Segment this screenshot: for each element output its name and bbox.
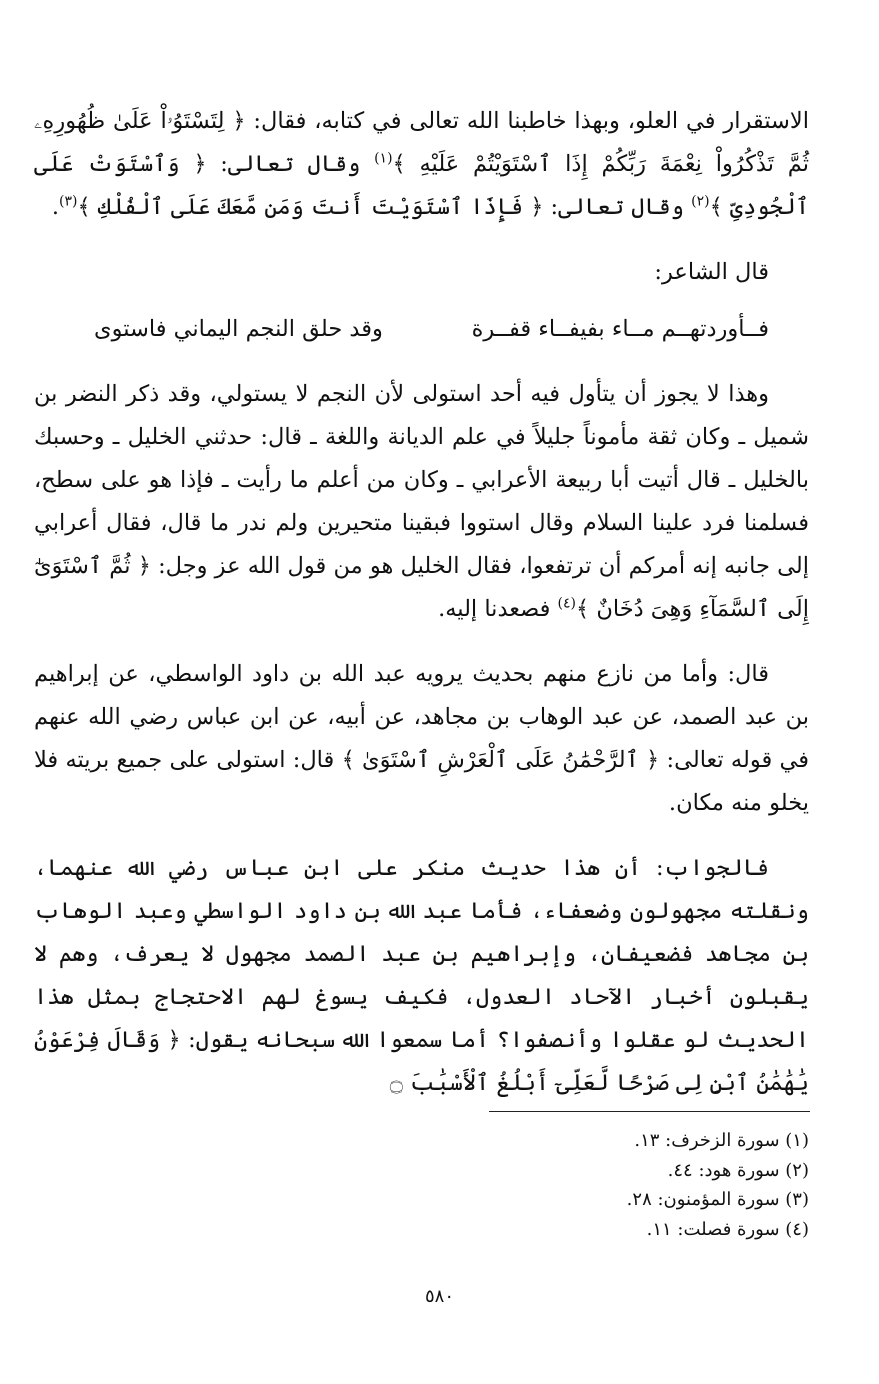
text-run: وقال تعالى: [206, 151, 375, 177]
footnote-ref: (٢) [691, 193, 710, 210]
quran-verse: ﴿ ثُمَّ ٱسْتَوَىٰٓ إِلَى ٱلسَّمَآءِ وَهِىَ دُخَانٌ ﴾ [34, 553, 809, 622]
footnote-ref: (١) [374, 150, 393, 167]
paragraph-4 [34, 847, 809, 1105]
text-run: فالجواب: أن هذا حديث منكر على ابن عباس رضي الله عنهما، ونقلته مجهولون وضعفاء، فأما عبد الله بن داود الواسطي وعبد الوهاب بن مجاهد فضعيفان، وإبراهيم بن عبد الصمد مجهول لا يعرف، وهم لا يقبلون أخبار الآحاد العدول، فكيف يسوغ لهم الاحتجاج بمثل هذا الحديث لو عقلوا وأنصفوا؟ أما سمعوا الله سبحانه يقول: [34, 855, 810, 1053]
text-run: الاستقرار في العلو، وبهذا خاطبنا الله تعالى في كتابه، فقال: [245, 108, 809, 134]
text-run: فصعدنا إليه. [438, 596, 558, 622]
footnote-3: (٣) سورة المؤمنون: ٢٨. [626, 1189, 809, 1210]
quran-verse: ﴿ وَقَالَ فِرْعَوْنُ يَٰهَٰمَٰنُ ٱبْنِ لِى صَرْحًا لَّعَلِّىٓ أَبْلُغُ ٱلْأَسْبَٰبَ ۝ [34, 1027, 809, 1096]
footnotes [34, 1126, 809, 1244]
footnote-ref: (٤) [557, 595, 576, 612]
text-run: . [51, 194, 59, 220]
text-run: قال: وأما من نازع منهم بحديث يرويه عبد الله بن داود الواسطي، عن إبراهيم بن عبد الصمد، عن عبد الوهاب بن مجاهد، عن أبيه، عن ابن عباس رضي الله عنهم في قوله تعالى: [34, 661, 810, 773]
text-run: وقال تعالى: [543, 194, 692, 220]
footnote-1: (١) سورة الزخرف: ١٣. [634, 1130, 809, 1151]
quran-verse: ﴿ وَٱسْتَوَتْ عَلَى ٱلْجُودِىِّ ﴾ [34, 151, 809, 220]
poetry-verse [34, 308, 809, 351]
verse-first-hemistich: فــأوردتهــم مــاء بفيفــاء قفــرة [471, 316, 769, 342]
footnote-2: (٢) سورة هود: ٤٤. [667, 1159, 809, 1181]
footnote-4: (٤) سورة فصلت: ١١. [646, 1218, 809, 1240]
verse-second-hemistich: وقد حلق النجم اليماني فاستوى [94, 316, 383, 342]
quran-verse: ﴿ لِتَسْتَوُۥاْ عَلَىٰ ظُهُورِهِۦ ثُمَّ تَذْكُرُواْ نِعْمَةَ رَبِّكُمْ إِذَا ٱسْتَوَيْتُمْ عَلَيْهِ ﴾ [34, 108, 809, 177]
main-text [34, 100, 809, 1127]
paragraph-3 [34, 653, 809, 825]
text-run: وهذا لا يجوز أن يتأول فيه أحد استولى لأن النجم لا يستولي، وقد ذكر النضر بن شميل ـ وكان ثقة مأموناً جليلاً في علم الديانة واللغة ـ قال: حدثني الخليل ـ وحسبك بالخليل ـ قال أتيت أبا ربيعة الأعرابي ـ وكان من أعلم ما رأيت ـ فإذا هو على سطح، فسلمنا فرد علينا السلام وقال استووا فبقينا متحيرين ولم ندر ما قال، فقال أعرابي إلى جانبه إنه أمركم أن ترتفعوا، فقال الخليل هو من قول الله عز وجل: [34, 381, 809, 579]
footnote-divider [489, 1111, 810, 1112]
footnote-ref: (٣) [59, 193, 78, 210]
poet-label: قال الشاعر: [654, 259, 769, 285]
page-number: ٥٨٠ [424, 1286, 454, 1307]
quran-verse: ﴿ ٱلرَّحْمَٰنُ عَلَى ٱلْعَرْشِ ٱسْتَوَىٰ ﴾ [341, 747, 660, 773]
paragraph-2 [34, 373, 809, 631]
text-run: قال: استولى على جميع بريته فلا يخلو منه مكان. [34, 747, 809, 816]
quran-verse: ﴿ فَإِذَا ٱسْتَوَيْتَ أَنتَ وَمَن مَّعَكَ عَلَى ٱلْفُلْكِ ﴾ [77, 194, 544, 220]
paragraph-1 [34, 100, 809, 229]
